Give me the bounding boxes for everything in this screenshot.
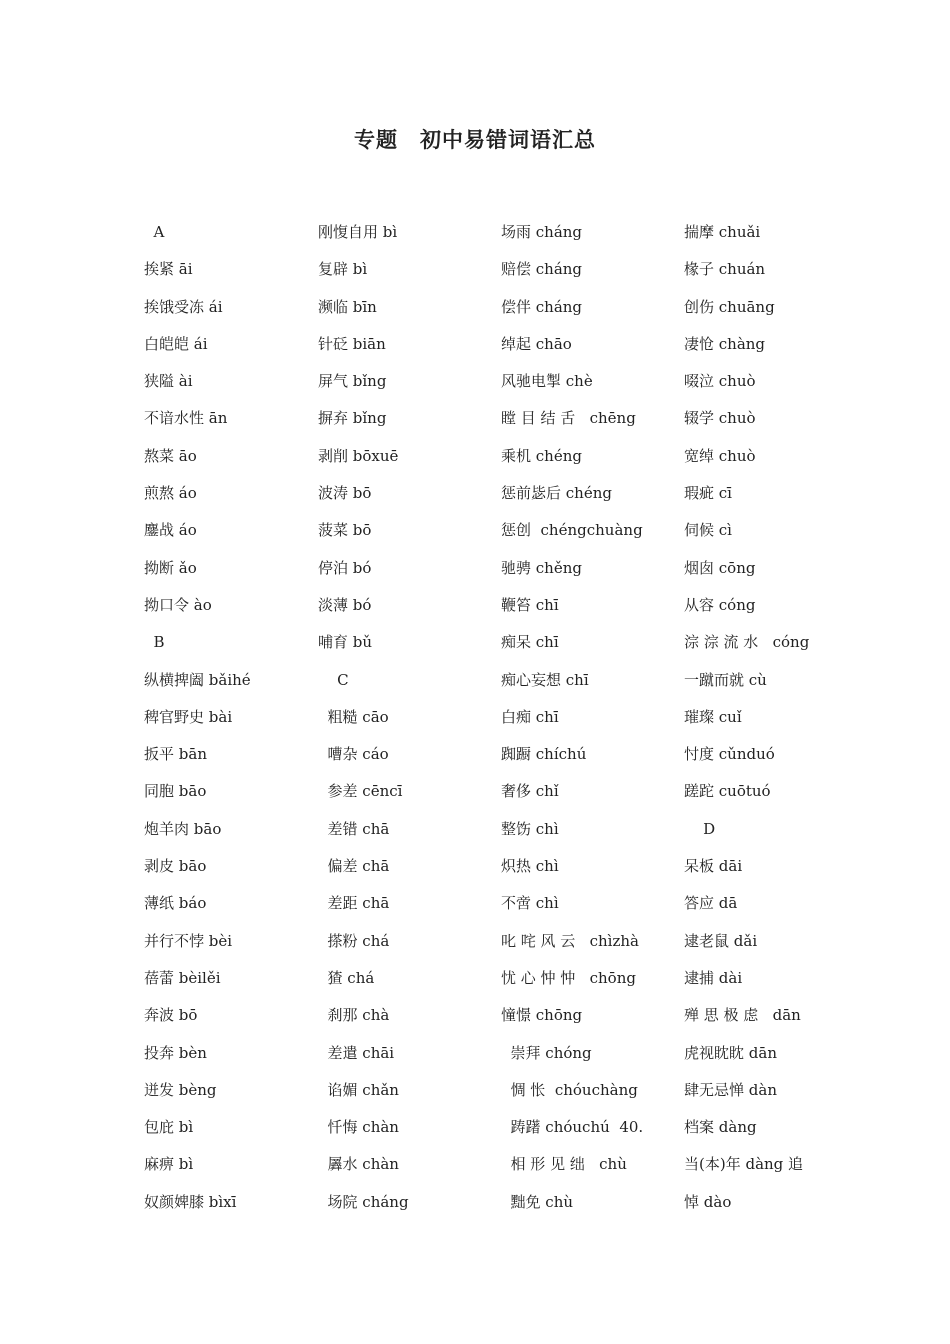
word-entry: 薄纸 báo xyxy=(144,894,207,913)
word-entry: 场院 cháng xyxy=(318,1192,409,1211)
word-entry: 狭隘 ài xyxy=(144,372,193,391)
word-entry: 迸发 bèng xyxy=(144,1080,217,1099)
word-entry: 赔偿 cháng xyxy=(501,260,583,279)
word-entry: 忖度 cǔnduó xyxy=(684,745,775,764)
word-entry: 殚 思 极 虑 dān xyxy=(684,1006,801,1025)
word-column-4 xyxy=(684,214,864,1221)
word-entry: 创伤 chuāng xyxy=(684,297,775,316)
word-entry: 羼水 chàn xyxy=(318,1155,399,1174)
word-entry: 偏差 chā xyxy=(318,857,390,876)
word-entry: 从容 cóng xyxy=(684,595,756,614)
word-entry: 惆 怅 chóuchàng xyxy=(501,1080,638,1099)
word-entry: 忏悔 chàn xyxy=(318,1118,399,1137)
word-entry: 答应 dā xyxy=(684,894,738,913)
word-entry: 波涛 bō xyxy=(318,484,372,503)
word-entry: 蓓蕾 bèilěi xyxy=(144,968,221,987)
word-entry: 熬菜 āo xyxy=(144,446,197,465)
word-entry: 整饬 chì xyxy=(501,819,559,838)
word-entry: 虎视眈眈 dān xyxy=(684,1043,777,1062)
word-entry: 憧憬 chōng xyxy=(501,1006,583,1025)
word-entry: 忧 心 忡 忡 chōng xyxy=(501,968,636,987)
word-entry: 璀璨 cuǐ xyxy=(684,707,742,726)
word-entry: 宽绰 chuò xyxy=(684,446,756,465)
word-entry: 风驰电掣 chè xyxy=(501,372,593,391)
word-entry: 拗口令 ào xyxy=(144,595,212,614)
word-entry: 差距 chā xyxy=(318,894,390,913)
word-entry: 揣摩 chuǎi xyxy=(684,223,761,241)
word-entry: 猹 chá xyxy=(318,968,375,987)
word-entry: 淙 淙 流 水 cóng xyxy=(684,633,810,652)
word-entry: 菠菜 bō xyxy=(318,521,372,540)
word-entry: 痴心妄想 chī xyxy=(501,670,589,689)
word-entry: 复辟 bì xyxy=(318,260,368,279)
word-entry: 不谙水性 ān xyxy=(144,409,228,428)
word-entry: 奔波 bō xyxy=(144,1006,198,1025)
word-entry: 剥削 bōxuē xyxy=(318,446,399,465)
word-entry: 崇拜 chóng xyxy=(501,1043,592,1062)
word-entry: 同胞 bāo xyxy=(144,782,207,801)
word-entry: 粗糙 cāo xyxy=(318,707,389,726)
word-entry: 乘机 chéng xyxy=(501,446,582,465)
word-entry: 叱 咤 风 云 chìzhà xyxy=(501,931,639,950)
word-entry: 濒临 bīn xyxy=(318,297,377,316)
word-entry: 麻痹 bì xyxy=(144,1155,194,1174)
word-entry: 惩前毖后 chéng xyxy=(501,484,612,503)
word-entry: 针砭 biān xyxy=(318,334,386,353)
word-entry: 刚愎自用 bì xyxy=(318,223,398,241)
word-entry: 瞠 目 结 舌 chēng xyxy=(501,409,636,428)
word-entry: 蹉跎 cuōtuó xyxy=(684,782,771,801)
word-entry: 逮捕 dài xyxy=(684,968,743,987)
word-entry: 肆无忌惮 dàn xyxy=(684,1080,777,1099)
word-entry: 黜免 chù xyxy=(501,1192,574,1211)
word-entry: 逮老鼠 dǎi xyxy=(684,931,758,950)
word-entry: 踟蹰 chíchú xyxy=(501,745,587,764)
word-entry: 鏖战 áo xyxy=(144,521,197,540)
word-entry: 拗断 ǎo xyxy=(144,558,197,577)
word-entry: 屏气 bǐng xyxy=(318,372,387,391)
word-entry: 鞭笞 chī xyxy=(501,595,559,614)
word-entry: 当(本)年 dàng 追 xyxy=(684,1155,804,1174)
word-entry: 踌躇 chóuchú 40. xyxy=(501,1118,644,1137)
section-letter-heading: B xyxy=(144,633,165,652)
word-entry: 痴呆 chī xyxy=(501,633,559,652)
word-entry: 投奔 bèn xyxy=(144,1043,207,1062)
word-entry: 不啻 chì xyxy=(501,894,559,913)
word-entry: 烟囱 cōng xyxy=(684,558,756,577)
word-entry: 瑕疵 cī xyxy=(684,484,732,503)
word-entry: 谄媚 chǎn xyxy=(318,1080,399,1099)
word-entry: 档案 dàng xyxy=(684,1118,757,1137)
word-entry: 椽子 chuán xyxy=(684,260,766,279)
word-entry: 纵横捭阖 bǎihé xyxy=(144,670,251,689)
section-letter-heading: D xyxy=(684,819,716,838)
word-entry: 白皑皑 ái xyxy=(144,334,208,353)
word-entry: 绰起 chāo xyxy=(501,334,572,353)
word-entry: 并行不悖 bèi xyxy=(144,931,233,950)
word-entry: 悼 dào xyxy=(684,1192,732,1211)
word-entry: 奢侈 chǐ xyxy=(501,782,559,801)
word-entry: 炮羊肉 bāo xyxy=(144,819,222,838)
word-entry: 惩创 chéngchuàng xyxy=(501,521,643,540)
section-letter-heading: A xyxy=(144,223,165,241)
word-entry: 停泊 bó xyxy=(318,558,372,577)
word-entry: 差遣 chāi xyxy=(318,1043,395,1062)
word-entry: 嘈杂 cáo xyxy=(318,745,389,764)
word-column-3 xyxy=(501,214,681,1221)
word-entry: 稗官野史 bài xyxy=(144,707,233,726)
word-entry: 差错 chā xyxy=(318,819,390,838)
word-entry: 驰骋 chěng xyxy=(501,558,582,577)
word-entry: 奴颜婢膝 bìxī xyxy=(144,1192,237,1211)
word-entry: 哺育 bǔ xyxy=(318,633,373,652)
word-entry: 呆板 dāi xyxy=(684,857,743,876)
word-entry: 炽热 chì xyxy=(501,857,559,876)
page-title: 专题 初中易错词语汇总 xyxy=(354,127,596,152)
word-entry: 参差 cēncī xyxy=(318,782,403,801)
word-entry: 剥皮 bāo xyxy=(144,857,207,876)
word-entry: 伺候 cì xyxy=(684,521,732,540)
word-entry: 一蹴而就 cù xyxy=(684,670,767,689)
word-entry: 煎熬 áo xyxy=(144,484,197,503)
word-entry: 辍学 chuò xyxy=(684,409,756,428)
word-entry: 搽粉 chá xyxy=(318,931,390,950)
word-entry: 包庇 bì xyxy=(144,1118,194,1137)
word-entry: 场雨 cháng xyxy=(501,223,583,241)
word-entry: 摒弃 bǐng xyxy=(318,409,387,428)
word-entry: 相 形 见 绌 chù xyxy=(501,1155,627,1174)
word-column-2 xyxy=(318,214,498,1221)
word-entry: 偿伴 cháng xyxy=(501,297,583,316)
word-entry: 啜泣 chuò xyxy=(684,372,756,391)
word-entry: 凄怆 chàng xyxy=(684,334,766,353)
word-entry: 白痴 chī xyxy=(501,707,559,726)
word-entry: 淡薄 bó xyxy=(318,595,372,614)
word-entry: 挨饿受冻 ái xyxy=(144,297,223,316)
section-letter-heading: C xyxy=(318,670,349,689)
word-entry: 刹那 chà xyxy=(318,1006,390,1025)
word-entry: 扳平 bān xyxy=(144,745,207,764)
word-entry: 挨紧 āi xyxy=(144,260,193,279)
word-column-1 xyxy=(144,214,324,1221)
